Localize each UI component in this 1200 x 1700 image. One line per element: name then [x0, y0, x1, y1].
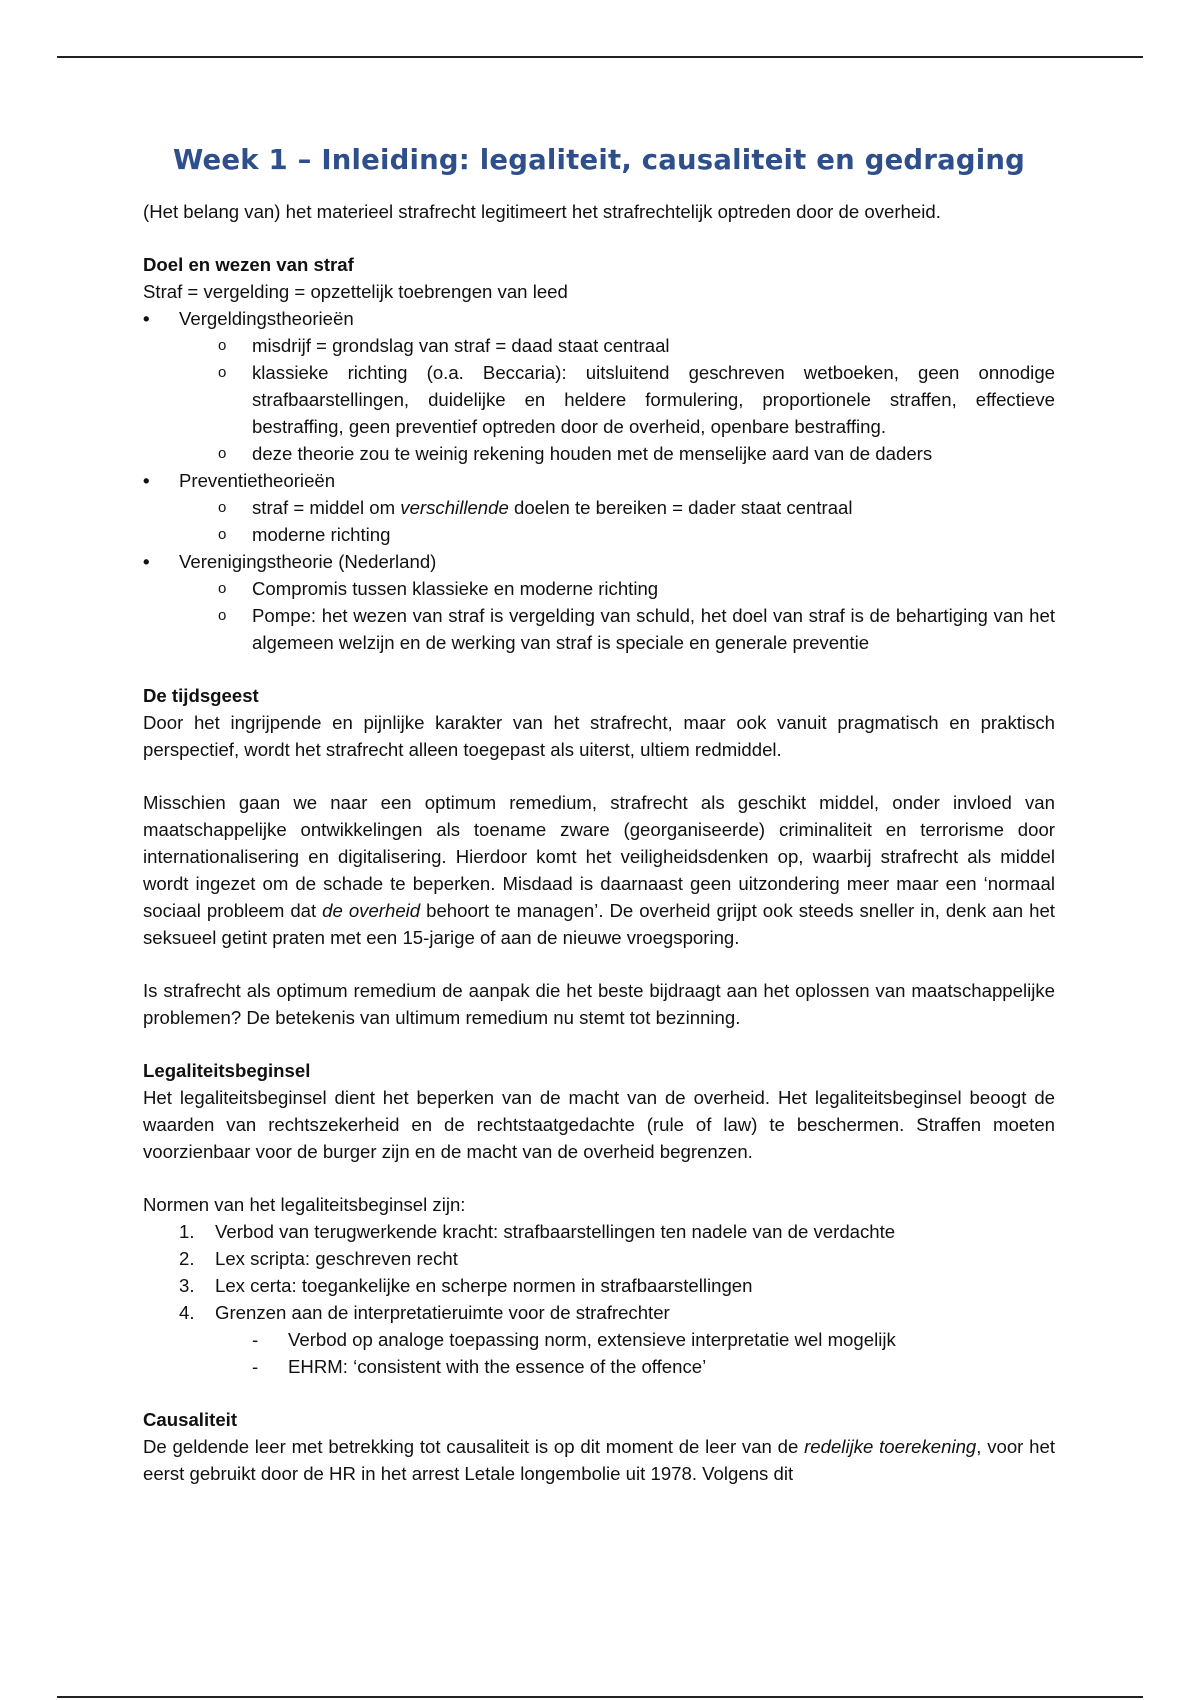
theory-list: [143, 305, 1055, 656]
dash-item: - Verbod op analoge toepassing norm, extensieve interpretatie wel mogelijk: [288, 1326, 1055, 1353]
circle-bullet-icon: o: [218, 364, 227, 381]
paragraph: Door het ingrijpende en pijnlijke karakter van het strafrecht, maar ook vanuit pragmatisch en praktisch perspectief, wordt het strafrecht alleen toegepast als uiterst, ultiem redmiddel.: [143, 712, 1055, 760]
numbered-item: 3. Lex certa: toegankelijke en scherpe normen in strafbaarstellingen: [179, 1275, 753, 1296]
normen-list: [143, 1218, 1055, 1326]
section-heading-tijdsgeest: De tijdsgeest: [143, 685, 259, 706]
list-item-label: Vergeldingstheorieën: [179, 308, 354, 329]
dash-list: [143, 1326, 1055, 1380]
section-heading-causaliteit: Causaliteit: [143, 1409, 238, 1430]
sub-list-item: o Pompe: het wezen van straf is vergelding van schuld, het doel van straf is de behartiging van het algemeen welzijn en de werking van straf is speciale en generale preventie: [252, 602, 1055, 656]
sub-list: [179, 575, 1055, 656]
bullet-icon: •: [143, 308, 150, 329]
circle-bullet-icon: o: [218, 580, 227, 597]
circle-bullet-icon: o: [218, 526, 227, 543]
paragraph: Is strafrecht als optimum remedium de aanpak die het beste bijdraagt aan het oplossen van maatschappelijke problemen? De betekenis van ultimum remedium nu stemt tot bezinning.: [143, 980, 1055, 1028]
sub-list: [179, 494, 1055, 548]
list-item: [143, 467, 1055, 548]
intro-paragraph: (Het belang van) het materieel strafrecht legitimeert het strafrechtelijk optreden door de overheid.: [143, 201, 941, 222]
circle-bullet-icon: o: [218, 607, 227, 624]
sub-list: [179, 332, 1055, 467]
paragraph: Misschien gaan we naar een optimum remedium, strafrecht als geschikt middel, onder invloed van maatschappelijke ontwikkelingen als toename zware (georganiseerde) criminaliteit en terrorisme door internationalisering en digitalisering. Hierdoor komt het veiligheidsdenken op, waarbij strafrecht als middel wordt ingezet om de schade te beperken. Misdaad is daarnaast geen uitzondering meer maar een ‘normaal sociaal probleem dat de overheid behoort te managen’. De overheid grijpt ook steeds sneller in, denk aan het seksueel getint praten met een 15-jarige of aan de nieuwe vroegsporing.: [143, 792, 1055, 948]
numbered-item: 4. Grenzen aan de interpretatieruimte voor de strafrechter: [179, 1302, 670, 1323]
footer-rule: [57, 1696, 1143, 1698]
bullet-icon: •: [143, 551, 150, 572]
paragraph: Het legaliteitsbeginsel dient het beperken van de macht van de overheid. Het legaliteitsbeginsel beoogt de waarden van rechtszekerheid en de rechtstaatgedachte (rule of law) te beschermen. Straffen moeten voorzienbaar voor de burger zijn en de macht van de overheid begrenzen.: [143, 1087, 1055, 1162]
page-title: Week 1 – Inleiding: legaliteit, causaliteit en gedraging: [172, 144, 1026, 176]
numbered-item: 1. Verbod van terugwerkende kracht: strafbaarstellingen ten nadele van de verdachte: [179, 1221, 896, 1242]
sub-list-item: o deze theorie zou te weinig rekening houden met de menselijke aard van de daders: [252, 440, 1055, 467]
section-heading-legaliteit: Legaliteitsbeginsel: [143, 1060, 311, 1081]
list-item-label: Preventietheorieën: [179, 470, 336, 491]
list-item-label: Verenigingstheorie (Nederland): [179, 551, 437, 572]
section-heading-doel: Doel en wezen van straf: [143, 254, 354, 275]
sub-list-item: o misdrijf = grondslag van straf = daad staat centraal: [252, 332, 1055, 359]
sub-list-item: o straf = middel om verschillende doelen te bereiken = dader staat centraal: [252, 494, 1055, 521]
circle-bullet-icon: o: [218, 499, 227, 516]
circle-bullet-icon: o: [218, 445, 227, 462]
header-rule: [57, 56, 1143, 58]
normen-intro: Normen van het legaliteitsbeginsel zijn:: [143, 1194, 466, 1215]
list-item: [143, 548, 1055, 656]
sub-list-item: o klassieke richting (o.a. Beccaria): uitsluitend geschreven wetboeken, geen onnodige strafbaarstellingen, duidelijke en heldere formulering, proportionele straffen, effectieve bestraffing, geen preventief optreden door de overheid, openbare bestraffing.: [252, 359, 1055, 440]
straf-definition: Straf = vergelding = opzettelijk toebrengen van leed: [143, 281, 568, 302]
circle-bullet-icon: o: [218, 337, 227, 354]
document-page: [143, 140, 1055, 1487]
paragraph: De geldende leer met betrekking tot causaliteit is op dit moment de leer van de redelijke toerekening, voor het eerst gebruikt door de HR in het arrest Letale longembolie uit 1978. Volgens dit: [143, 1436, 1055, 1484]
sub-list-item: o moderne richting: [252, 521, 1055, 548]
dash-bullet-icon: -: [252, 1329, 259, 1350]
dash-bullet-icon: -: [252, 1356, 259, 1377]
bullet-icon: •: [143, 470, 150, 491]
list-item: [143, 305, 1055, 467]
dash-item: - EHRM: ‘consistent with the essence of the offence’: [288, 1353, 1055, 1380]
numbered-item: 2. Lex scripta: geschreven recht: [179, 1248, 458, 1269]
sub-list-item: o Compromis tussen klassieke en moderne richting: [252, 575, 1055, 602]
